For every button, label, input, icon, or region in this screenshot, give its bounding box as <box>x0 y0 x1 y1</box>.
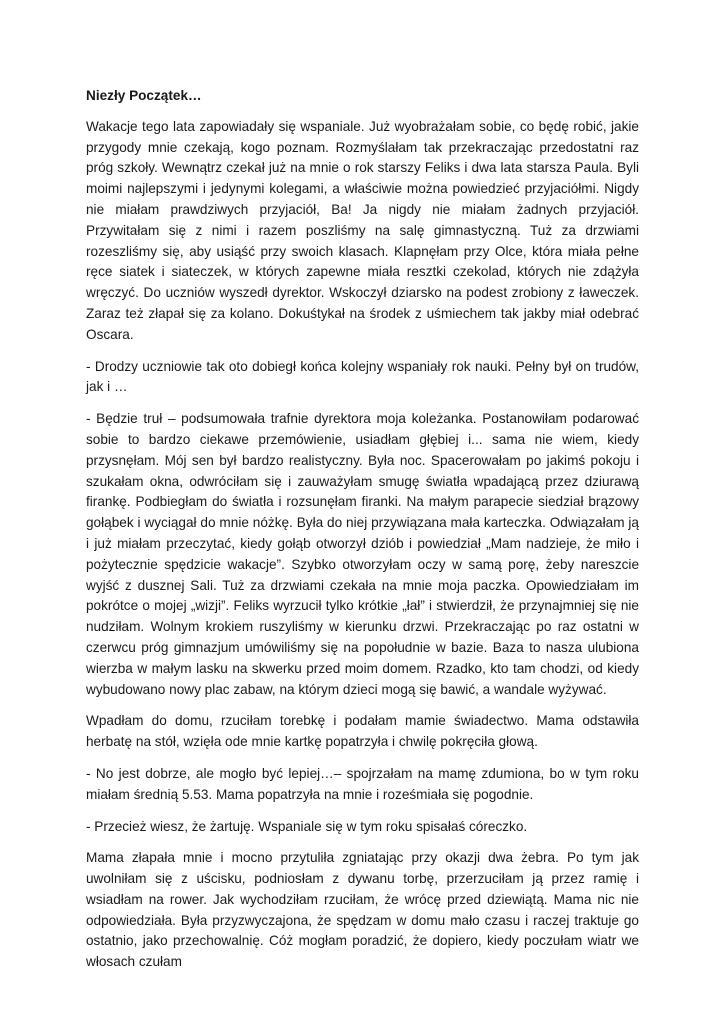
paragraph-1: Wakacje tego lata zapowiadały się wspaniale. Już wyobrażałam sobie, co będę robić, jakie przygody mnie czekają, kogo poznam. Rozmyślałam tak przekraczając przedostatni raz próg szkoły. Wewnątrz czekał już na mnie o rok starszy Feliks i dwa lata starsza Paula. Byli moimi najlepszymi i jedynymi kolegami, a właściwie można powiedzieć przyjaciółmi. Nigdy nie miałam prawdziwych przyjaciół, Ba! Ja nigdy nie miałam żadnych przyjaciół. Przywitałam się z nimi i razem poszliśmy na salę gimnastyczną. Tuż za drzwiami rozeszliśmy się, aby usiąść przy swoich klasach. Klapnęłam przy Olce, która miała pełne ręce siatek i siateczek, w których zapewne miała resztki czekolad, których nie zdążyła wręczyć. Do uczniów wyszedł dyrektor. Wskoczył dziarsko na podest zrobiony z ławeczek. Zaraz też złapał się za kolano. Dokuśtykał na środek z uśmiechem tak jakby miał odebrać Oscara. <box>86 118 639 342</box>
paragraph-6: - Przecież wiesz, że żartuję. Wspaniale się w tym roku spisałaś córeczko. <box>86 818 528 834</box>
document-body <box>86 86 639 984</box>
paragraph-4: Wpadłam do domu, rzuciłam torebkę i podałam mamie świadectwo. Mama odstawiła herbatę na stół, wzięła ode mnie kartkę popatrzyła i chwilę pokręciła głową. <box>86 713 639 750</box>
paragraph-2: - Drodzy uczniowie tak oto dobiegł końca kolejny wspaniały rok nauki. Pełny był on trudów, jak i … <box>86 358 639 395</box>
paragraph-3: - Będzie truł – podsumowała trafnie dyrektora moja koleżanka. Postanowiłam podarować sobie to bardzo ciekawe przemówienie, usiadłam głębiej i... sama nie wiem, kiedy przysnęłam. Mój sen był bardzo realistyczny. Była noc. Spacerowałam po jakimś pokoju i szukałam okna, odwróciłam się i zauważyłam smugę światła wpadającą przez dziurawą firankę. Podbiegłam do światła i rozsunęłam firanki. Na małym parapecie siedział brązowy gołąbek i wyciągał do mnie nóżkę. Była do niej przywiązana mała karteczka. Odwiązałam ją i już miałam przeczytać, kiedy gołąb otworzył dziób i powiedział „Mam nadzieje, że miło i pożytecznie spędzicie wakacje”. Szybko otworzyłam oczy w samą porę, żeby nareszcie wyjść z dusznej Sali. Tuż za drzwiami czekała na mnie moja paczka. Opowiedziałam im pokrótce o mojej „wizji”. Feliks wyrzucił tylko krótkie „łał” i stwierdził, że przynajmniej się nie nudziłam. Wolnym krokiem ruszyliśmy w kierunku drzwi. Przekraczając po raz ostatni w czerwcu próg gimnazjum umówiliśmy się na popołudnie w bazie. Baza to nasza ulubiona wierzba w małym lasku na skwerku przed moim domem. Rzadko, kto tam chodzi, od kiedy wybudowano nowy plac zabaw, na którym dzieci mogą się bawić, a wandale wyżywać. <box>86 411 639 697</box>
paragraph-7: Mama złapała mnie i mocno przytuliła zgniatając przy okazji dwa żebra. Po tym jak uwolniłam się z uścisku, podniosłam z dywanu torbę, przerzuciłam ją przez ramię i wsiadłam na rower. Jak wychodziłam rzuciłam, że wrócę przed dziewiątą. Mama nic nie odpowiedziała. Była przyzwyczajona, że spędzam w domu mało czasu i raczej traktuje go ostatnio, jako przechowalnię. Cóż mogłam poradzić, że dopiero, kiedy poczułam wiatr we włosach czułam <box>86 850 639 970</box>
paragraph-5: - No jest dobrze, ale mogło być lepiej…– spojrzałam na mamę zdumiona, bo w tym roku miałam średnią 5.53. Mama popatrzyła na mnie i roześmiała się pogodnie. <box>86 765 639 802</box>
document-title: Niezły Początek… <box>86 88 202 103</box>
